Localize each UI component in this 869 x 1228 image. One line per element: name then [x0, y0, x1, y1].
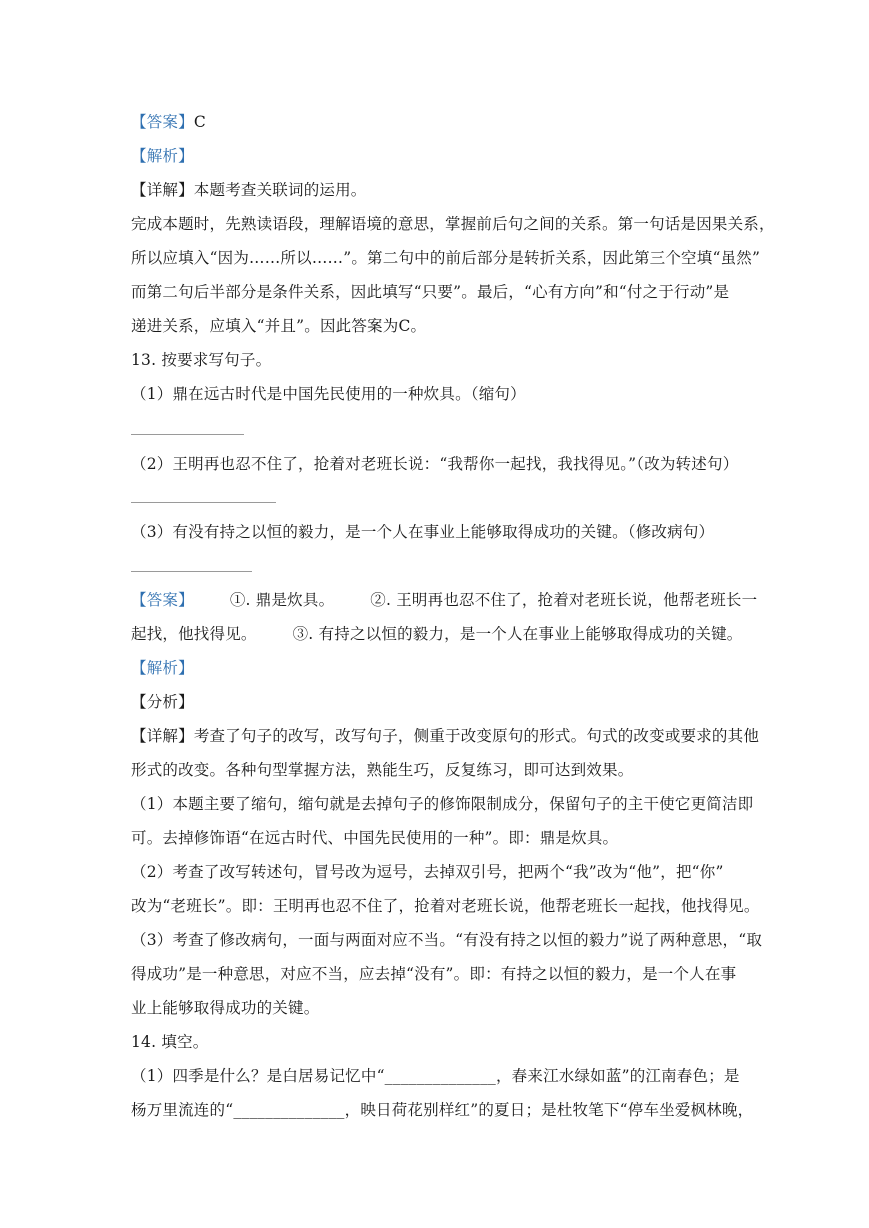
detail-text: 考查了句子的改写，改写句子，侧重于改变原句的形式。句式的改变或要求的其他: [193, 727, 760, 745]
answer-2-cont: 起找，他找得见。: [131, 625, 257, 643]
q14-line: （1）四季是什么？是白居易记忆中“______________，春来江水绿如蓝”的江南春色；是: [131, 1067, 740, 1085]
answer-blank-line: [131, 502, 276, 503]
analysis-tag: 【解析】: [131, 147, 194, 165]
answer-value: C: [193, 113, 206, 131]
q13-answer-line: [131, 590, 758, 610]
q13-item-2: （2）王明再也忍不住了，抢着对老班长说：“我帮你一起找，我找得见。”（改为转述句）: [131, 455, 739, 473]
q13-detail-line: 得成功”是一种意思，对应不当，应去掉“没有”。即：有持之以恒的毅力，是一个人在事: [131, 965, 737, 983]
answer-tag: 【答案】: [131, 113, 194, 131]
q12-paragraph-line: 而第二句后半部分是条件关系，因此填写“只要”。最后，“心有方向”和“付之于行动”是: [131, 283, 730, 301]
q14-line: 杨万里流连的“______________，映日荷花别样红”的夏日；是杜牧笔下“停车坐爱枫林晚，: [131, 1101, 754, 1119]
detail-line: 【详解】本题考查关联词的运用。: [131, 181, 367, 199]
answer-blank-line: [131, 434, 244, 435]
q13-detail-line: （2）考查了改写转述句，冒号改为逗号，去掉双引号，把两个“我”改为“他”，把“你”: [131, 863, 724, 881]
analysis-tag: 【解析】: [131, 659, 194, 677]
q13-answer-line-cont: [131, 624, 741, 644]
q13-detail-line: 改为“老班长”。即：王明再也忍不住了，抢着对老班长说，他帮老班长一起找，他找得见。: [131, 897, 760, 915]
q13-detail-line: （1）本题主要了缩句，缩句就是去掉句子的修饰限制成分，保留句子的主干使它更简洁即: [131, 795, 754, 813]
q13-detail-line: 可。去掉修饰语“在远古时代、中国先民使用的一种”。即：鼎是炊具。: [131, 829, 619, 847]
q13-detail-line: [131, 726, 760, 746]
answer-tag: 【答案】: [131, 591, 194, 609]
q13-item-3: （3）有没有持之以恒的毅力，是一个人在事业上能够取得成功的关键。（修改病句）: [131, 523, 715, 541]
q12-paragraph-line: 所以应填入“因为……所以……”。第二句中的前后部分是转折关系，因此第三个空填“虽然”: [131, 249, 761, 267]
q12-paragraph-line: 递进关系，应填入“并且”。因此答案为C。: [131, 317, 427, 335]
q13-detail-line: 形式的改变。各种句型掌握方法，熟能生巧，反复练习，即可达到效果。: [131, 761, 634, 779]
q13-detail-line: （3）考查了修改病句，一面与两面对应不当。“有没有持之以恒的毅力”说了两种意思，“取: [131, 931, 763, 949]
q13-item-1: （1）鼎在远古时代是中国先民使用的一种炊具。（缩句）: [131, 385, 526, 403]
answer-3: ③. 有持之以恒的毅力，是一个人在事业上能够取得成功的关键。: [292, 625, 743, 643]
q13-title: 13. 按要求写句子。: [131, 351, 272, 369]
answer-1: ①. 鼎是炊具。: [229, 591, 335, 609]
fenxi-tag: 【分析】: [131, 693, 194, 711]
q13-detail-line: 业上能够取得成功的关键。: [131, 999, 320, 1017]
q12-paragraph-line: 完成本题时，先熟读语段，理解语境的意思，掌握前后句之间的关系。第一句话是因果关系，: [131, 215, 775, 233]
q14-title: 14. 填空。: [131, 1033, 209, 1051]
answer-blank-line: [131, 571, 252, 572]
detail-tag: 【详解】: [131, 727, 194, 745]
q12-answer-line: [131, 112, 741, 132]
answer-2: ②. 王明再也忍不住了，抢着对老班长说，他帮老班长一: [370, 591, 758, 609]
